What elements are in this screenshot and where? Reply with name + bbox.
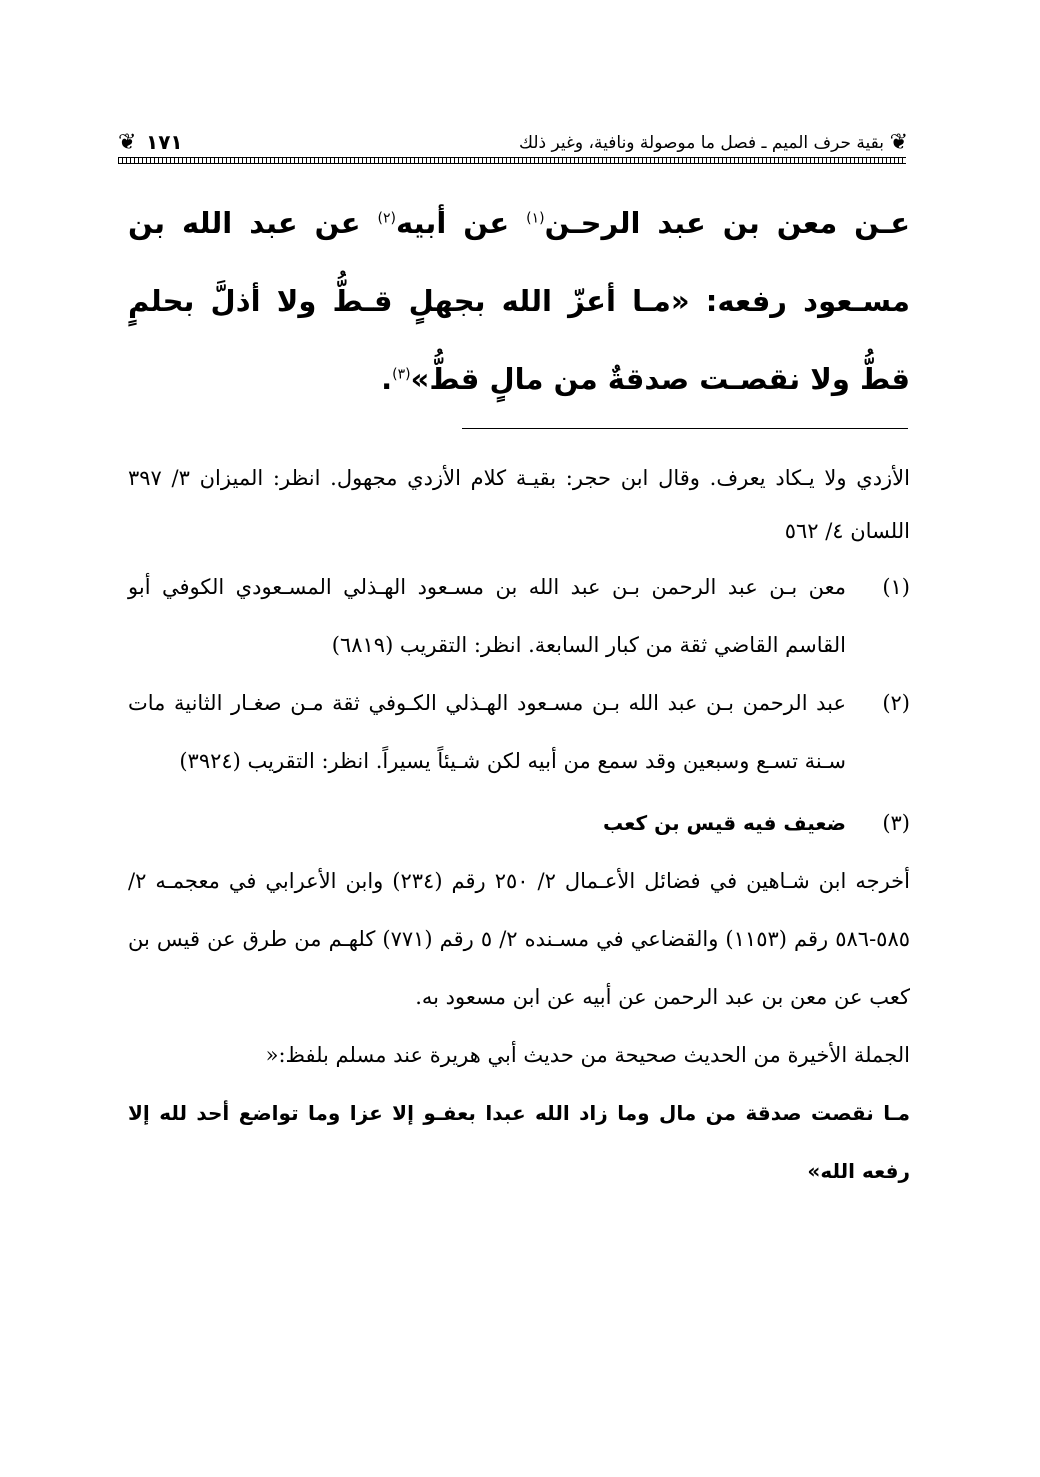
footnote-number: (٢) bbox=[882, 691, 910, 715]
note-intro: الجملة الأخيرة من الحديث صحيحة من حديث أبي هريرة عند مسلم بلفظ:« bbox=[265, 1043, 910, 1067]
header-ornament-right-icon: ❦ bbox=[889, 130, 908, 155]
narrator-chain-mid: عن أبيه bbox=[396, 206, 527, 240]
header-title: بقية حرف الميم ـ فصل ما موصولة ونافية، وغير ذلك bbox=[519, 133, 884, 153]
footnote-item-2 bbox=[128, 674, 910, 790]
main-text bbox=[128, 184, 910, 418]
takhrij-paragraph: أخرجه ابن شـاهين في فضائل الأعـمال ٢/ ٢٥٠ رقم (٢٣٤) وابن الأعرابي في معجمـه ٢/ ٥٨٥-٥٨٦ رقم (١١٥٣) والقضاعي في مسـنده ٢/ ٥ رقم (٧٧١) كلهـم من طرق عن قيس بن كعب عن معن بن عبد الرحمن عن أبيه عن ابن مسعود به. bbox=[128, 869, 911, 1009]
header-ornament-left-icon: ❦ bbox=[118, 130, 137, 155]
footnote-ref-3[interactable]: (٣) bbox=[392, 366, 411, 383]
footnote-separator bbox=[462, 428, 908, 429]
footnote-number: (٣) bbox=[882, 811, 910, 835]
running-header bbox=[118, 130, 906, 162]
note-quote: مـا نقصت صدقة من مال وما زاد الله عبدا بعفـو إلا عزا وما تواضع أحد لله إلا رفعه الله» bbox=[128, 1101, 910, 1183]
hadith-paragraph bbox=[128, 184, 910, 418]
header-rule bbox=[118, 157, 906, 164]
footnote-ref-2[interactable]: (٢) bbox=[377, 210, 396, 227]
footnote-text: ضعيف فيه قيس بن كعب bbox=[603, 811, 846, 835]
footnote-number: (١) bbox=[882, 575, 910, 599]
page-number: ١٧١ bbox=[146, 130, 183, 154]
footnote-text: عبد الرحمن بـن عبد الله بـن مسـعود الهـذلي الكـوفي ثقة مـن صغـار الثانية مات سـنة تسـع وسبعين وقد سمع من أبيه لكن شـيئاً يسيراً. انظر: التقريب (٣٩٢٤) bbox=[128, 691, 846, 773]
footnote-ref-1[interactable]: (١) bbox=[526, 210, 545, 227]
hadith-text: عن عبد الله بن مسـعود رفعه: «مـا أعزّ الله بجهلٍ قـطُّ ولا أذلَّ بحلمٍ قطُّ ولا نقصـت صدقةٌ من مالٍ قطُّ» bbox=[128, 206, 910, 396]
narrator-chain-start: عـن معن بن عبد الرحـن bbox=[544, 206, 911, 240]
footnote-text: معن بـن عبد الرحمن بـن عبد الله بن مسـعود الهـذلي المسـعودي الكوفي أبو القاسم القاضي ثقة من كبار السابعة. انظر: التقريب (٦٨١٩) bbox=[128, 575, 846, 657]
footnotes bbox=[128, 452, 910, 1200]
footnote-item-1 bbox=[128, 558, 910, 674]
footnote-continuation: الأزدي ولا يـكاد يعرف. وقال ابن حجر: بقيـة كلام الأزدي مجهول. انظر: الميزان ٣/ ٣٩٧ اللسان ٤/ ٥٦٢ bbox=[128, 466, 910, 543]
footnote-item-3 bbox=[128, 794, 910, 852]
hadith-end-punctuation: . bbox=[381, 362, 393, 396]
